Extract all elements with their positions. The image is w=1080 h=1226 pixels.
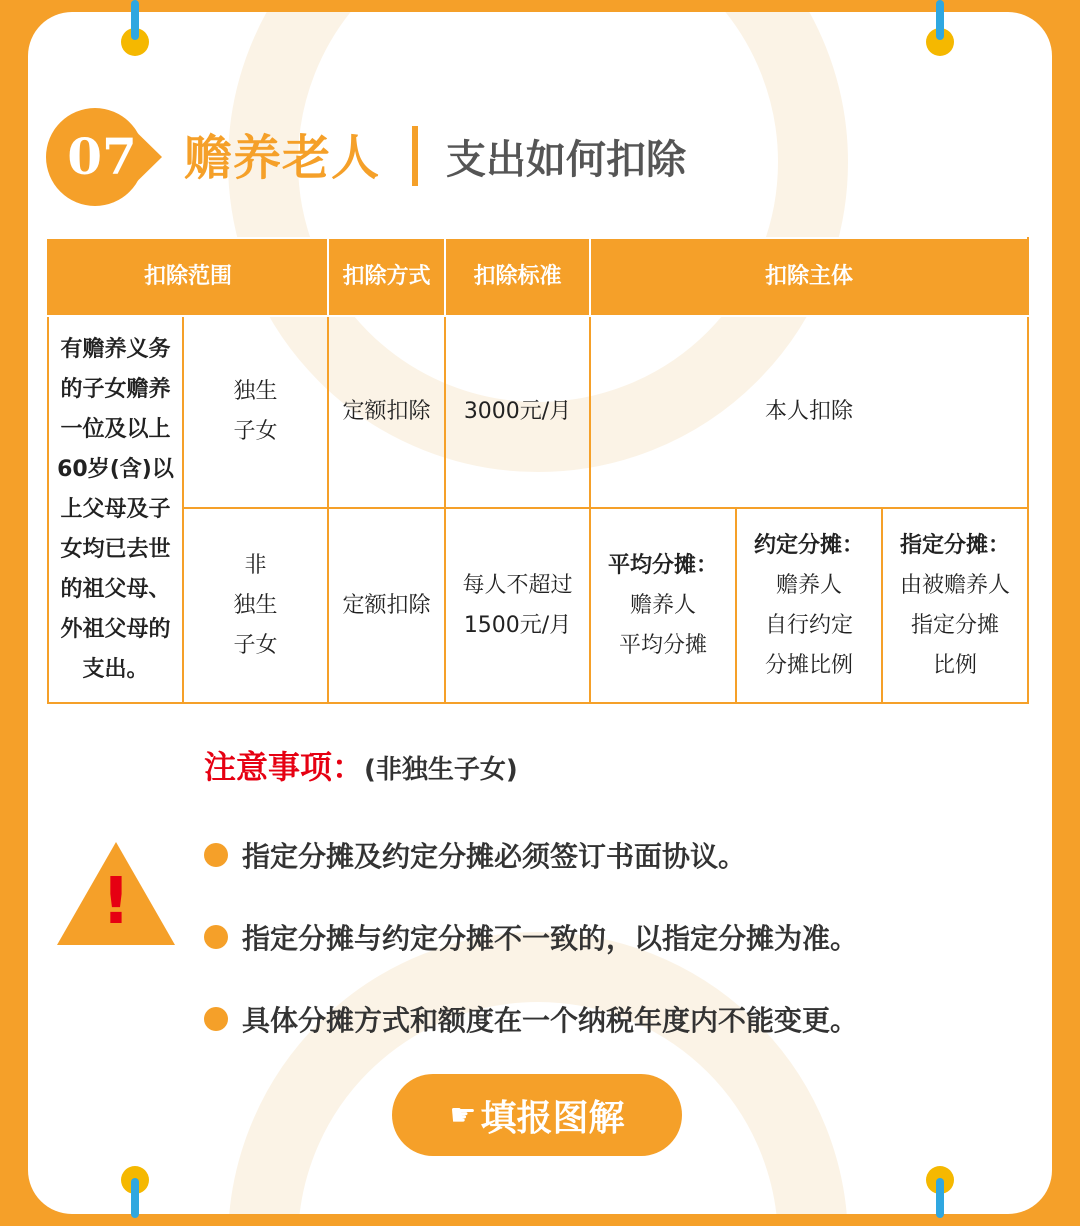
section-subtitle: 支出如何扣除 xyxy=(446,137,686,183)
bullet-icon xyxy=(204,925,228,949)
scope-line: 外祖父母的 xyxy=(60,616,171,642)
notes-qualifier: (非独生子女) xyxy=(364,755,518,785)
bottom-left-pin-icon xyxy=(121,1166,149,1194)
subject-line: 赡养人 xyxy=(630,592,697,618)
standard-line: 3000元/月 xyxy=(463,399,572,424)
table-row xyxy=(48,508,1028,703)
type-line: 独生 xyxy=(233,379,278,404)
section-title: 赡养老人 xyxy=(184,130,381,186)
subject-designated-cell xyxy=(882,508,1028,703)
note-text: 指定分摊与约定分摊不一致的，以指定分摊为准。 xyxy=(242,922,859,955)
type-line: 独生 xyxy=(233,592,278,618)
table-header-row xyxy=(48,238,1028,316)
notes-list xyxy=(204,814,858,1060)
list-item xyxy=(204,814,858,896)
notes-heading xyxy=(204,745,518,795)
warning-exclamation: ! xyxy=(101,865,131,939)
notes-title: 注意事项： xyxy=(204,748,365,786)
scope-line: 上父母及子 xyxy=(60,496,171,522)
child-type-cell xyxy=(183,508,328,703)
subject-cell: 本人扣除 xyxy=(590,316,1028,508)
scope-line: 有赡养义务 xyxy=(60,336,171,362)
type-line: 子女 xyxy=(233,419,278,444)
scope-line: 支出。 xyxy=(82,656,149,682)
bullet-icon xyxy=(204,1007,228,1031)
subject-title: 约定分摊： xyxy=(754,532,865,558)
scope-line: 60岁(含)以 xyxy=(57,456,174,482)
method-cell: 定额扣除 xyxy=(328,508,445,703)
deduction-table xyxy=(47,237,1029,704)
scope-line: 女均已去世 xyxy=(60,536,171,562)
subject-agreed-cell xyxy=(736,508,882,703)
standard-line: 1500元/月 xyxy=(463,612,572,638)
subject-line: 分摊比例 xyxy=(765,652,854,678)
method-cell: 定额扣除 xyxy=(328,316,445,508)
subject-average-cell xyxy=(590,508,736,703)
pointing-hand-icon: ☛ xyxy=(449,1097,477,1133)
filing-guide-button[interactable] xyxy=(392,1074,682,1156)
list-item xyxy=(204,978,858,1060)
subject-line: 赡养人 xyxy=(776,572,843,598)
note-text: 具体分摊方式和额度在一个纳税年度内不能变更。 xyxy=(242,1004,859,1037)
scope-line: 的祖父母、 xyxy=(60,576,171,602)
filing-guide-label: 填报图解 xyxy=(480,1097,625,1139)
subject-line: 比例 xyxy=(933,652,978,678)
subject-line: 由被赡养人 xyxy=(900,572,1011,598)
scope-line: 一位及以上 xyxy=(60,416,171,442)
top-right-pin-icon xyxy=(926,28,954,56)
top-left-pin-icon xyxy=(121,28,149,56)
bottom-right-pin-icon xyxy=(926,1166,954,1194)
scope-cell xyxy=(48,316,183,703)
subject-title: 平均分摊： xyxy=(608,552,719,578)
standard-cell xyxy=(445,508,590,703)
header-standard: 扣除标准 xyxy=(445,238,590,316)
header-method: 扣除方式 xyxy=(328,238,445,316)
type-line: 非 xyxy=(244,552,267,578)
header-subject: 扣除主体 xyxy=(590,238,1028,316)
note-text: 指定分摊及约定分摊必须签订书面协议。 xyxy=(242,840,747,873)
list-item xyxy=(204,896,858,978)
bullet-icon xyxy=(204,843,228,867)
standard-line: 每人不超过 xyxy=(462,572,573,598)
child-type-cell xyxy=(183,316,328,508)
title-divider xyxy=(412,126,418,186)
subject-line: 平均分摊 xyxy=(619,632,708,658)
section-number: 07 xyxy=(67,127,137,186)
subject-line: 指定分摊 xyxy=(911,612,1000,638)
subject-title: 指定分摊： xyxy=(900,532,1011,558)
header-scope: 扣除范围 xyxy=(48,238,328,316)
subject-line: 自行约定 xyxy=(765,612,854,638)
scope-line: 的子女赡养 xyxy=(60,376,171,402)
table-row xyxy=(48,316,1028,508)
type-line: 子女 xyxy=(233,632,278,658)
standard-cell xyxy=(445,316,590,508)
